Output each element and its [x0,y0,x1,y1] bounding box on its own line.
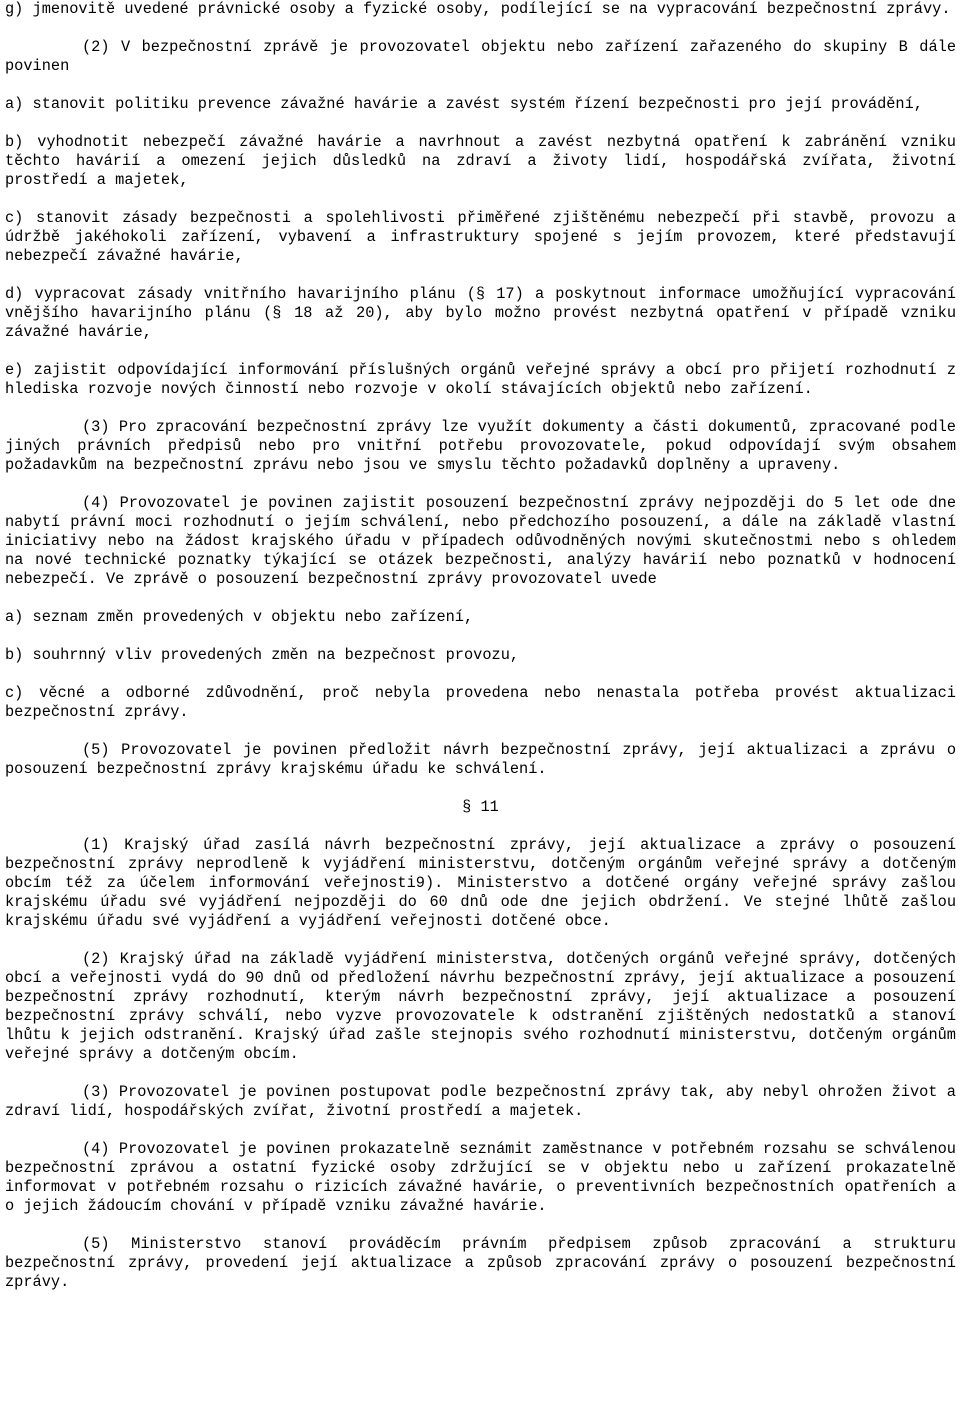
paragraph: (2) V bezpečnostní zprávě je provozovatel objektu nebo zařízení zařazeného do skupiny B dále povinen [5,38,956,75]
paragraph: a) seznam změn provedených v objektu nebo zařízení, [5,608,474,626]
paragraph: (3) Pro zpracování bezpečnostní zprávy lze využít dokumenty a části dokumentů, zpracované podle jiných právních předpisů nebo pro vnitřní potřebu provozovatele, pokud odpovídají svým obsahem požadavkům na bezpečnostní zprávu nebo jsou ve smyslu těchto požadavků doplněny a upraveny. [5,418,956,474]
paragraph: (1) Krajský úřad zasílá návrh bezpečnostní zprávy, její aktualizace a zprávy o posouzení bezpečnostní zprávy neprodleně k vyjádření ministerstvu, dotčeným orgánům veřejné správy a dotčeným obcím též za účelem informování veřejnosti9). Ministerstvo a dotčené orgány veřejné správy zašlou krajskému úřadu své vyjádření nejpozději do 60 dnů ode dne jejich obdržení. Ve stejné lhůtě zašlou krajskému úřadu své vyjádření a vyjádření veřejnosti dotčené obce. [5,836,956,930]
paragraph: (3) Provozovatel je povinen postupovat podle bezpečnostní zprávy tak, aby nebyl ohrožen život a zdraví lidí, hospodářských zvířat, životní prostředí a majetek. [5,1083,956,1120]
paragraph: (4) Provozovatel je povinen prokazatelně seznámit zaměstnance v potřebném rozsahu se schválenou bezpečnostní zprávou a ostatní fyzické osoby zdržující se v objektu nebo u zařízení prokazatelně informovat v potřebném rozsahu o rizicích závažné havárie, o preventivních bezpečnostních opatřeních a o jejich žádoucím chování v případě vzniku závažné havárie. [5,1140,956,1215]
paragraph: (5) Ministerstvo stanoví prováděcím právním předpisem způsob zpracování a strukturu bezpečnostní zprávy, provedení její aktualizace a způsob zpracování zprávy o posouzení bezpečnostní zprávy. [5,1235,956,1291]
section-heading: § 11 [462,798,499,816]
paragraph: d) vypracovat zásady vnitřního havarijního plánu (§ 17) a poskytnout informace umožňující vypracování vnějšího havarijního plánu (§ 18 až 20), aby bylo možno provést nezbytná opatření v případě vzniku závažné havárie, [5,285,956,341]
paragraph: b) souhrnný vliv provedených změn na bezpečnost provozu, [5,646,520,664]
paragraph: g) jmenovitě uvedené právnické osoby a fyzické osoby, podílející se na vypracování bezpečnostní zprávy. [5,0,951,18]
paragraph: (5) Provozovatel je povinen předložit návrh bezpečnostní zprávy, její aktualizaci a zprávu o posouzení bezpečnostní zprávy krajskému úřadu ke schválení. [5,741,956,778]
paragraph: (2) Krajský úřad na základě vyjádření ministerstva, dotčených orgánů veřejné správy, dotčených obcí a veřejnosti vydá do 90 dnů od předložení návrhu bezpečnostní zprávy, její aktualizace a posouzení bezpečnostní zprávy rozhodnutí, kterým návrh bezpečnostní zprávy, její aktualizace a posouzení bezpečnostní zprávy schválí, nebo vyzve provozovatele k odstranění zjištěných nedostatků a stanoví lhůtu k jejich odstranění. Krajský úřad zašle stejnopis svého rozhodnutí ministerstvu, dotčeným orgánům veřejné správy a dotčeným obcím. [5,950,956,1063]
paragraph: c) stanovit zásady bezpečnosti a spolehlivosti přiměřené zjištěnému nebezpečí při stavbě, provozu a údržbě jakéhokoli zařízení, vybavení a infrastruktury spojené s jejím provozem, které představují nebezpečí závažné havárie, [5,209,956,265]
paragraph: c) věcné a odborné zdůvodnění, proč nebyla provedena nebo nenastala potřeba provést aktualizaci bezpečnostní zprávy. [5,684,956,721]
paragraph: (4) Provozovatel je povinen zajistit posouzení bezpečnostní zprávy nejpozději do 5 let ode dne nabytí právní moci rozhodnutí o jejím schválení, nebo předchozího posouzení, a dále na základě vlastní iniciativy nebo na žádost krajského úřadu v případech odůvodněných novými skutečnostmi nebo s ohledem na nové technické poznatky týkající se otázek bezpečnosti, analýzy havárií nebo poznatků v hodnocení nebezpečí. Ve zprávě o posouzení bezpečnostní zprávy provozovatel uvede [5,494,956,588]
paragraph: e) zajistit odpovídající informování příslušných orgánů veřejné správy a obcí pro přijetí rozhodnutí z hlediska rozvoje nových činností nebo rozvoje v okolí stávajících objektů nebo zařízení. [5,361,956,398]
paragraph: b) vyhodnotit nebezpečí závažné havárie a navrhnout a zavést nezbytná opatření k zabránění vzniku těchto havárií a omezení jejich důsledků na zdraví a životy lidí, hospodářská zvířata, životní prostředí a majetek, [5,133,956,189]
document-page [5,0,956,1311]
paragraph: a) stanovit politiku prevence závažné havárie a zavést systém řízení bezpečnosti pro její provádění, [5,95,923,113]
